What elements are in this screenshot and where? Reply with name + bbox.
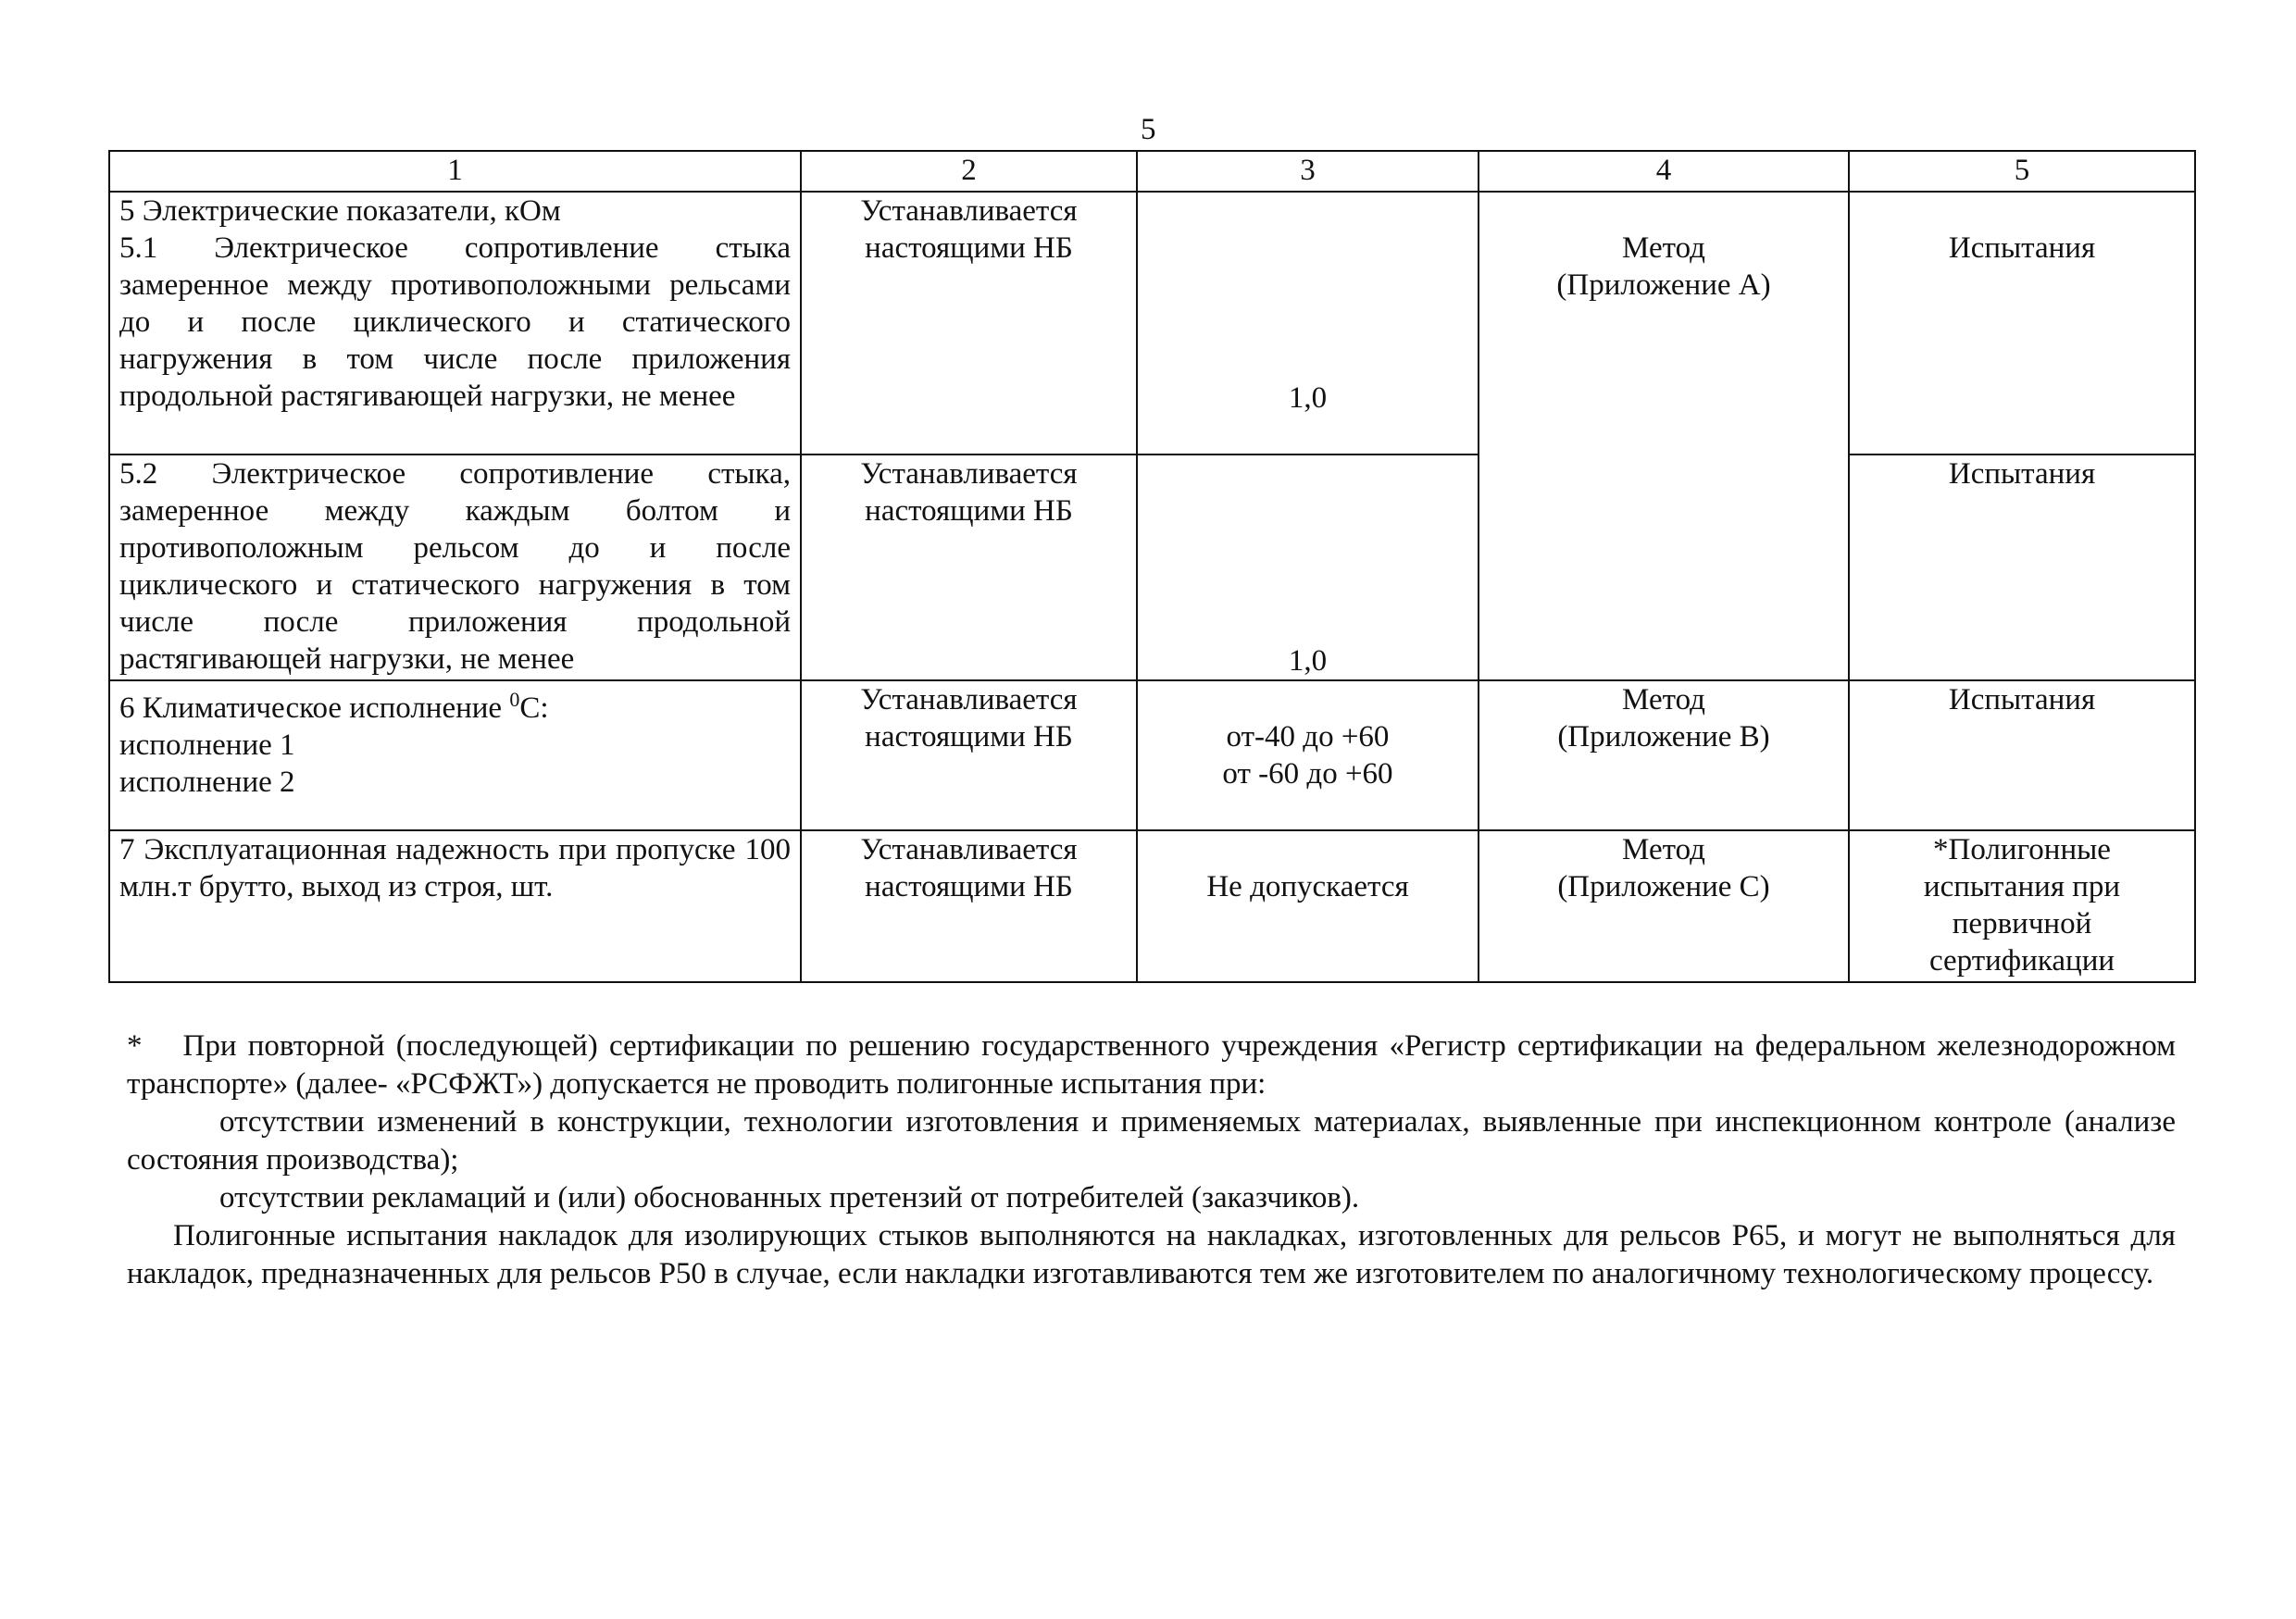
header-cell: 4	[1479, 151, 1849, 192]
header-cell: 3	[1137, 151, 1479, 192]
method-label: Метод	[1622, 833, 1705, 866]
table-row	[109, 192, 2195, 455]
table-row	[109, 455, 2195, 680]
section-title: 5 Электрические показатели, кОм	[119, 194, 561, 228]
value-cell	[1137, 680, 1479, 830]
control-cell: Испытания	[1849, 192, 2195, 455]
header-cell: 5	[1849, 151, 2195, 192]
requirements-table	[108, 150, 2196, 983]
range-value: от -60 до +60	[1222, 757, 1393, 791]
indicator-cell	[109, 680, 801, 830]
climate-option: исполнение 2	[119, 766, 295, 799]
norm-cell: Устанавливается настоящими НБ	[801, 680, 1137, 830]
method-appendix: (Приложение В)	[1557, 720, 1770, 753]
control-text: первичной	[1952, 907, 2092, 940]
indicator-cell	[109, 192, 801, 455]
value-cell: 1,0	[1137, 192, 1479, 455]
method-cell	[1479, 680, 1849, 830]
degree-superscript: 0	[509, 688, 520, 711]
control-text: сертификации	[1928, 944, 2115, 978]
table-row	[109, 680, 2195, 830]
method-label: Метод	[1622, 231, 1705, 265]
control-cell: Испытания	[1849, 455, 2195, 680]
climate-option: исполнение 1	[119, 729, 295, 762]
footnote-paragraph: отсутствии рекламаций и (или) обоснованных претензий от потребителей (заказчиков).	[219, 1181, 1360, 1214]
method-appendix: (Приложение А)	[1556, 268, 1771, 302]
footnote-marker: *	[127, 1029, 143, 1063]
control-text: испытания при	[1923, 870, 2121, 903]
header-cell: 1	[109, 151, 801, 192]
footnote-paragraph: отсутствии изменений в конструкции, технологии изготовления и применяемых материалах, выявленные при инспекционном контроле (анализе состояния производства);	[127, 1105, 2176, 1177]
norm-cell: Устанавливается настоящими НБ	[801, 192, 1137, 455]
table-header-row	[109, 151, 2195, 192]
climate-unit: С:	[519, 691, 549, 725]
control-cell	[1849, 830, 2195, 982]
indicator-cell: 7 Эксплуатационная надежность при пропуске 100 млн.т брутто, выход из строя, шт.	[109, 830, 801, 982]
norm-cell: Устанавливается настоящими НБ	[801, 830, 1137, 982]
method-cell	[1479, 192, 1849, 680]
method-cell	[1479, 830, 1849, 982]
method-appendix: (Приложение С)	[1557, 870, 1770, 903]
indicator-text: 5.1 Электрическое сопротивление стыка замеренное между противоположными рельсами до и после циклического и статического нагружения в том числе после приложения продольной растягивающей нагрузки, не менее	[119, 231, 791, 413]
climate-title-text: 6 Климатическое исполнение	[119, 691, 510, 725]
table-row	[109, 830, 2195, 982]
range-value: от-40 до +60	[1226, 720, 1390, 753]
footnote-paragraph: Полигонные испытания накладок для изолирующих стыков выполняются на накладках, изготовленных для рельсов Р65, и могут не выполняться для накладок, предназначенных для рельсов Р50 в случае, если накладки изготавливаются тем же изготовителем по аналогичному технологическому процессу.	[127, 1219, 2176, 1290]
method-label: Метод	[1622, 683, 1705, 716]
header-cell: 2	[801, 151, 1137, 192]
indicator-cell: 5.2 Электрическое сопротивление стыка, замеренное между каждым болтом и противоположным рельсом до и после циклического и статического нагружения в том числе после приложения продольной растягивающей нагрузки, не менее	[109, 455, 801, 680]
climate-title	[119, 681, 791, 727]
footnotes	[127, 1027, 2176, 1293]
norm-cell: Устанавливается настоящими НБ	[801, 455, 1137, 680]
control-cell: Испытания	[1849, 680, 2195, 830]
value-cell: Не допускается	[1137, 830, 1479, 982]
footnote-text: При повторной (последующей) сертификации по решению государственного учреждения «Регистр сертификации на федеральном железнодорожном транспорте» (далее- «РСФЖТ») допускается не проводить полигонные испытания при:	[127, 1029, 2176, 1101]
footnote-paragraph	[127, 1027, 2176, 1103]
control-text: *Полигонные	[1933, 833, 2111, 866]
page-number: 5	[1141, 113, 1156, 146]
value-cell: 1,0	[1137, 455, 1479, 680]
